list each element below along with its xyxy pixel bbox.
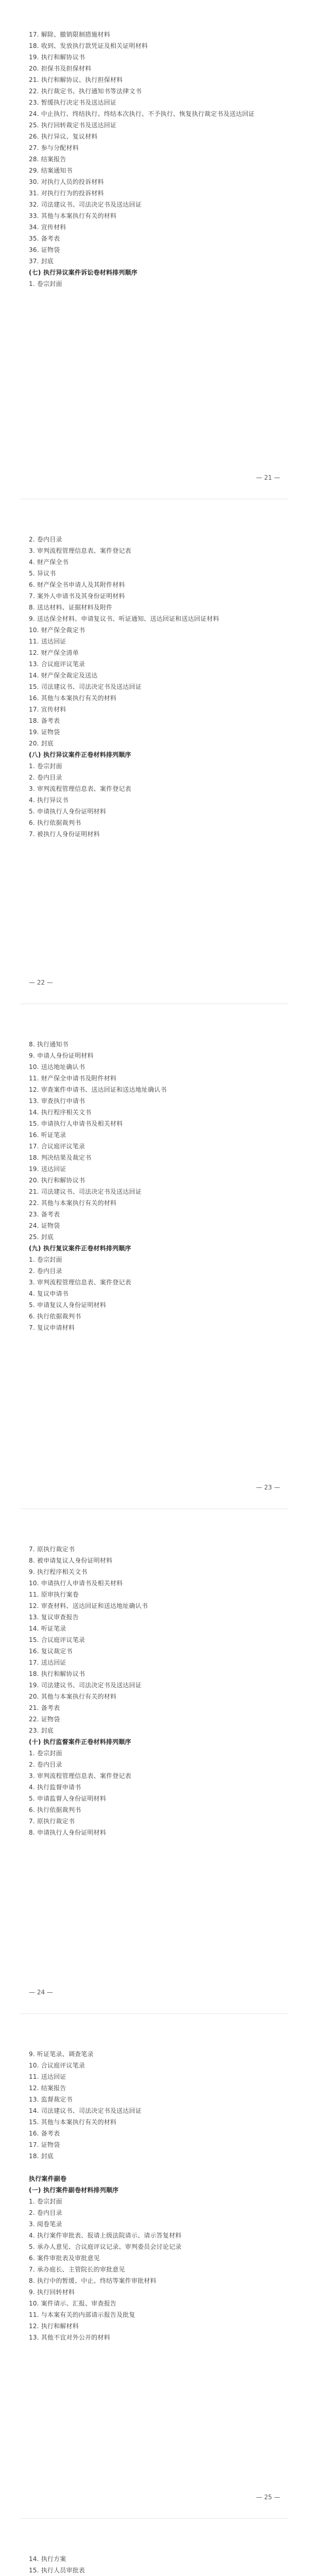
list-item: 15. 司法建议书、司法决定书及送达回证	[29, 683, 142, 690]
list-item: 37. 封底	[29, 258, 54, 265]
list-item: 8. 申请执行人身份证明材料	[29, 1829, 107, 1836]
list-item: 5. 申请监督人身份证明材料	[29, 1795, 107, 1802]
list-item: 32. 司法建议书、司法决定书及送达回证	[29, 201, 142, 208]
list-item: 9. 执行回转材料	[29, 2289, 75, 2296]
list-item: 15. 合议庭评议笔录	[29, 1636, 85, 1643]
section-heading: 执行案件副卷	[29, 2175, 67, 2182]
section-heading: (十) 执行监督案件正卷材料排列顺序	[29, 1738, 131, 1745]
list-item: 13. 合议庭评议笔录	[29, 660, 85, 668]
list-item: 13. 审查执行申请书	[29, 1097, 85, 1105]
list-item: 23. 备考表	[29, 1211, 60, 1218]
list-item: 2. 卷内目录	[29, 774, 62, 781]
list-item: 1. 卷宗封面	[29, 2198, 62, 2205]
list-item: 6. 执行依据裁判书	[29, 819, 81, 826]
list-item: 11. 送达回证	[29, 2073, 66, 2080]
list-item: 1. 卷宗封面	[29, 762, 62, 770]
list-item: 22. 证物袋	[29, 1716, 60, 1723]
list-item: 2. 卷内目录	[29, 536, 62, 543]
list-item: 18. 判决结果及裁定书	[29, 1154, 92, 1161]
list-item: 19. 证物袋	[29, 728, 60, 736]
list-item: 14. 执行程序相关文书	[29, 1109, 92, 1116]
list-item: 7. 被执行人身份证明材料	[29, 831, 100, 838]
list-item: 18. 收到、发放执行款凭证及相关证明材料	[29, 42, 148, 49]
list-item: 11. 送达回证	[29, 638, 66, 645]
list-item: 6. 财产保全书申请人及其附件材料	[29, 581, 125, 588]
list-item: 23. 封底	[29, 1727, 54, 1734]
list-item: 19. 送达回证	[29, 1165, 66, 1173]
list-item: 24. 证物袋	[29, 1222, 60, 1229]
list-item: 17. 解除、撤销限制措施材料	[29, 31, 110, 38]
list-item: 6. 案件审批表及审批意见	[29, 2255, 100, 2262]
page-separator	[21, 2518, 288, 2519]
document-page	[0, 1010, 309, 1504]
list-item: 17. 宣传材料	[29, 706, 66, 713]
list-item: 7. 承办庭长、主管院长的审批意见	[29, 2266, 125, 2273]
page-text-block	[29, 2050, 280, 2345]
page-text-block	[29, 1546, 280, 1840]
list-item: 28. 结案报告	[29, 156, 66, 163]
list-item: 19. 司法建议书、司法决定书及送达回证	[29, 1682, 142, 1689]
list-item: 9. 听证笔录、调查笔录	[29, 2050, 94, 2058]
list-item: 20. 封底	[29, 740, 54, 747]
list-item: 13. 监督裁定书	[29, 2096, 73, 2103]
page-number: — 25 —	[256, 2494, 280, 2501]
list-item: 15. 申请执行人申请书及相关材料	[29, 1120, 123, 1127]
list-item: 5. 异议书	[29, 570, 56, 577]
list-item: 4. 执行案件审批表、报请上级法院请示、请示答复材料	[29, 2232, 182, 2239]
list-item: 12. 财产保全清单	[29, 649, 79, 656]
page-text-block	[29, 2555, 280, 2576]
list-item: 33. 其他与本案执行有关的材料	[29, 212, 117, 219]
list-item: 7. 原执行裁定书	[29, 1546, 75, 1553]
list-item: 18. 备考表	[29, 717, 60, 724]
list-item: 6. 执行依据裁判书	[29, 1806, 81, 1814]
list-item: 11. 与本案有关的内部请示报告及批复	[29, 2311, 135, 2318]
page-number: — 23 —	[256, 1484, 280, 1491]
list-item: 20. 执行和解协议书	[29, 1177, 85, 1184]
list-item: 14. 司法建议书、司法决定书及送达回证	[29, 2107, 142, 2114]
list-item: 8. 被申请复议人身份证明材料	[29, 1557, 113, 1564]
list-item: 4. 执行异议书	[29, 796, 68, 804]
list-item: 23. 暂缓执行决定书及送达回证	[29, 99, 117, 106]
list-item: 17. 送达回证	[29, 1659, 66, 1666]
list-item: 18. 封底	[29, 2153, 54, 2160]
list-item: 4. 财产保全书	[29, 558, 68, 566]
list-item: 8. 执行通知书	[29, 1041, 68, 1048]
list-item: 14. 财产保全裁定及送达	[29, 672, 98, 679]
list-item: 2. 卷内目录	[29, 1761, 62, 1768]
list-item: 9. 送达保全材料、申请复议书、听证通知、送达回证和送达回证材料	[29, 615, 219, 622]
list-item: 21. 备考表	[29, 1704, 60, 1711]
list-item: 20. 其他与本案执行有关的材料	[29, 1693, 117, 1700]
section-heading: (一) 执行案件副卷材料排列顺序	[29, 2187, 119, 2194]
list-item: 22. 其他与本案执行有关的材料	[29, 1199, 117, 1207]
list-item: 5. 申请执行人身份证明材料	[29, 808, 107, 815]
section-heading: (九) 执行复议案件正卷材料排列顺序	[29, 1245, 131, 1252]
list-item: 16. 备考表	[29, 2130, 60, 2137]
list-item: 3. 阅卷笔录	[29, 2221, 62, 2228]
list-item: 3. 审判流程管理信息表、案件登记表	[29, 785, 131, 792]
list-item: 8. 执行中的暂缓、中止、终结等案件审批材料	[29, 2277, 157, 2284]
list-item: 17. 证物袋	[29, 2141, 60, 2148]
list-item: 9. 申请人身份证明材料	[29, 1052, 94, 1059]
list-item: 35. 备考表	[29, 235, 60, 242]
list-item: 4. 复议申请书	[29, 1290, 68, 1297]
list-item: 25. 执行回转裁定书及送达回证	[29, 122, 117, 129]
section-heading: (八) 执行异议案件正卷材料排列顺序	[29, 751, 131, 758]
section-heading: (七) 执行异议案件诉讼卷材料排列顺序	[29, 269, 138, 276]
list-item: 25. 封底	[29, 1233, 54, 1241]
document-page	[0, 2020, 309, 2514]
list-item: 7. 原执行裁定书	[29, 1818, 75, 1825]
page-text-block	[29, 31, 280, 292]
list-item: 1. 卷宗封面	[29, 1750, 62, 1757]
list-item	[29, 2164, 280, 2172]
list-item: 16. 其他与本案执行有关的材料	[29, 694, 117, 702]
list-item: 30. 对执行人员的投诉材料	[29, 178, 104, 185]
list-item: 21. 执行和解协议、执行担保材料	[29, 76, 123, 83]
page-number: — 22 —	[29, 979, 53, 986]
document-page	[0, 505, 309, 999]
list-item: 2. 卷内目录	[29, 2209, 62, 2216]
list-item: 5. 承办人意见、合议庭评议记录、审判委员会讨论记录	[29, 2243, 182, 2250]
list-item: 11. 原审执行案卷	[29, 1591, 79, 1598]
document-page	[0, 2524, 309, 2576]
list-item: 6. 执行依据裁判书	[29, 1313, 81, 1320]
list-item: 16. 复议裁定书	[29, 1648, 73, 1655]
page-separator	[21, 2013, 288, 2014]
page-number: — 21 —	[256, 474, 280, 481]
page-text-block	[29, 536, 280, 842]
list-item: 10. 合议庭评议笔录	[29, 2062, 85, 2069]
list-item: 11. 财产保全申请书及附件材料	[29, 1075, 117, 1082]
list-item: 1. 卷宗封面	[29, 280, 62, 287]
list-item: 15. 其他与本案执行有关的材料	[29, 2119, 117, 2126]
page-number: — 24 —	[29, 1989, 53, 1996]
list-item: 29. 结案通知书	[29, 167, 73, 174]
list-item: 22. 执行裁定书、执行通知书等法律文书	[29, 88, 142, 95]
list-item: 9. 执行程序相关文书	[29, 1568, 88, 1575]
list-item: 3. 审判流程管理信息表、案件登记表	[29, 1279, 131, 1286]
list-item: 15. 执行人员审批表	[29, 2567, 85, 2574]
list-item: 10. 送达地址确认书	[29, 1063, 85, 1071]
list-item: 17. 合议庭评议笔录	[29, 1143, 85, 1150]
document-page	[0, 1515, 309, 2009]
list-item: 21. 司法建议书、司法决定书及送达回证	[29, 1188, 142, 1195]
list-item: 5. 申请复议人身份证明材料	[29, 1301, 107, 1309]
list-item: 10. 财产保全裁定书	[29, 626, 85, 634]
list-item: 34. 宣传材料	[29, 224, 66, 231]
list-item: 24. 中止执行、终结执行、终结本次执行、不予执行、恢复执行裁定书及送达回证	[29, 110, 255, 117]
list-item: 4. 执行监督申请书	[29, 1784, 81, 1791]
list-item: 14. 执行方案	[29, 2555, 66, 2563]
list-item: 10. 申请执行人申请书及相关材料	[29, 1580, 123, 1587]
list-item: 18. 执行和解协议书	[29, 1670, 85, 1677]
list-item: 12. 审查材料、送达回证和送达地址确认书	[29, 1602, 148, 1609]
list-item: 31. 对执行行为的投诉材料	[29, 190, 104, 197]
list-item: 13. 复议审查报告	[29, 1614, 79, 1621]
list-item: 1. 卷宗封面	[29, 1256, 62, 1263]
page-text-block	[29, 1041, 280, 1335]
list-item: 20. 担保书及担保材料	[29, 65, 92, 72]
list-item: 3. 审判流程管理信息表、案件登记表	[29, 547, 131, 554]
list-item: 12. 执行和解材料	[29, 2323, 79, 2330]
list-item: 2. 卷内目录	[29, 1267, 62, 1275]
list-item: 12. 审查案件申请书、送达回证和送达地址确认书	[29, 1086, 167, 1093]
list-item: 14. 听证笔录	[29, 1625, 66, 1632]
list-item: 7. 复议申请材料	[29, 1324, 75, 1331]
list-item: 26. 执行异议、复议材料	[29, 133, 98, 140]
document-page	[0, 0, 309, 495]
list-item: 13. 其他不宜对外公开的材料	[29, 2334, 110, 2341]
list-item: 36. 证物袋	[29, 246, 60, 253]
list-item: 16. 听证笔录	[29, 1131, 66, 1139]
list-item: 27. 参与分配材料	[29, 144, 79, 151]
list-item: 12. 结案报告	[29, 2084, 66, 2092]
list-item: 10. 案件请示、汇报、审查报告	[29, 2300, 117, 2307]
list-item: 7. 案外人申请书及其身份证明材料	[29, 592, 125, 600]
list-item: 19. 执行和解协议书	[29, 54, 85, 61]
list-item: 8. 送达材料、证据材料及附件	[29, 604, 113, 611]
list-item: 3. 审判流程管理信息表、案件登记表	[29, 1772, 131, 1780]
